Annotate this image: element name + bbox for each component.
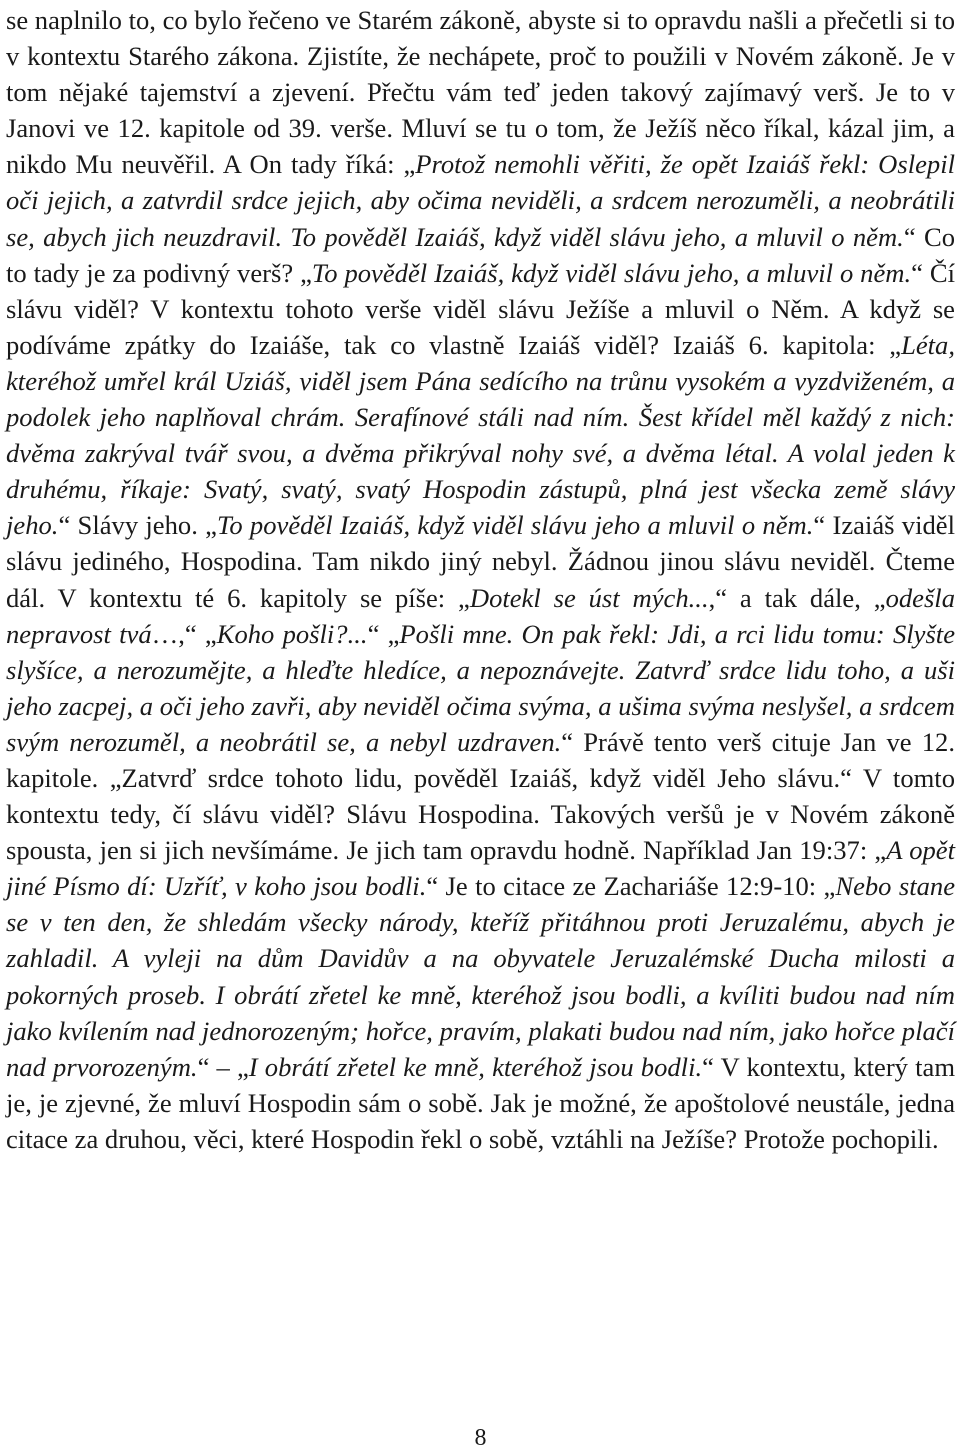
text-segment: “ – „ [197, 1051, 249, 1082]
italic-quote: I obrátí zřetel ke mně, kteréhož jsou bodli. [248, 1051, 703, 1082]
italic-quote: To pověděl Izaiáš, když viděl slávu jeho, a mluvil o něm. [311, 257, 912, 288]
text-segment: “ Izaiáš viděl slávu jediného, Hospodina. Tam nikdo jiný nebyl. Žádnou jinou slávu neviděl. Čteme dál. V kontextu té 6. kapitoly se píše: „ [6, 510, 955, 613]
italic-quote: Protož nemohli věřiti, že opět Izaiáš řekl: Oslepil oči jejich, a zatvrdil srdce jejich, aby očima neviděli, a srdcem nerozuměli, a neobrátili se, abych jich neuzdravil. To pověděl Izaiáš, když viděl slávu jeho, a mluvil o něm. [6, 149, 956, 252]
body-paragraph [6, 0, 955, 1157]
italic-quote: odešla nepravost tvá [6, 582, 955, 649]
italic-quote: Koho pošli?... [216, 618, 368, 649]
italic-quote: Léta, kteréhož umřel král Uziáš, viděl jsem Pána sedícího na trůnu vysokém a vyzdviženém, a podolek jeho naplňoval chrám. Serafínové stáli nad ním. Šest křídel měl každý z nich: dvěma zakrýval tvář svou, a dvěma přikrýval nohy své, a dvěma létal. A volal jeden k druhému, říkaje: Svatý, svatý, svatý Hospodin zástupů, plná jest všecka země slávy jeho. [6, 329, 955, 541]
text-segment: “ Právě tento verš cituje Jan ve 12. kapitole. „Zatvrď srdce tohoto lidu, pověděl Izaiáš, když viděl Jeho slávu.“ V tomto kontextu tedy, čí slávu viděl? Slávu Hospodina. Takových veršů je v Novém zákoně spousta, jen si jich nevšímáme. Je jich tam opravdu hodně. Například Jan 19:37: „ [6, 726, 955, 866]
italic-quote: To pověděl Izaiáš, když viděl slávu jeho a mluvil o něm. [216, 510, 814, 541]
text-segment: “ Je to citace ze Zachariáše 12:9-10: „ [426, 871, 836, 902]
italic-quote: A opět jiné Písmo dí: Uzříť, v koho jsou bodli. [6, 835, 955, 902]
italic-quote: Nebo stane se v ten den, že shledám všecky národy, kteříž přitáhnou proti Jeruzalému, abych je zahladil. A vyleji na dům Davidův a na obyvatele Jeruzalémské Ducha milosti a pokorných proseb. I obrátí zřetel ke mně, kteréhož jsou bodli, a kvíliti budou nad ním jako kvílením nad jednorozeným; hořce, pravím, plakati budou nad ním, jako hořce plačí nad prvorozeným. [6, 871, 955, 1082]
text-segment: …,“ „ [151, 618, 217, 649]
text-segment: “ Slávy jeho. „ [58, 510, 217, 541]
text-segment: ,“ a tak dále, „ [708, 582, 886, 613]
text-segment: se naplnilo to, co bylo řečeno ve Starém zákoně, abyste si to opravdu našli a přečetli si to v kontextu Starého zákona. Zjistíte, že nechápete, proč to použili v Novém zákoně. Je v tom nějaké tajemství a zjevení. Přečtu vám teď jeden takový zajímavý verš. Je to v Janovi ve 12. kapitole od 39. verše. Mluví se tu o tom, že Ježíš něco říkal, kázal jim, a nikdo Mu neuvěřil. A On tady říká: „ [6, 5, 955, 180]
text-segment: “ „ [367, 618, 400, 649]
italic-quote: Dotekl se úst mých... [469, 582, 709, 613]
document-page [6, 0, 955, 1452]
italic-quote: Pošli mne. On pak řekl: Jdi, a rci lidu tomu: Slyšte slyšíce, a nerozumějte, a hleďte hledíce, a nepoznávejte. Zatvrď srdce lidu toho, a uši jeho zacpej, a oči jeho zavři, aby neviděl očima svýma, a ušima svýma neslyšel, a srdcem svým nerozuměl, a neobrátil se, a nebyl uzdraven. [6, 618, 955, 757]
text-segment: “ Co to tady je za podivný verš? „ [6, 221, 956, 288]
page-number: 8 [474, 1425, 487, 1451]
text-segment: “ Čí slávu viděl? V kontextu tohoto verše viděl slávu Ježíše a mluvil o Něm. A když se podíváme zpátky do Izaiáše, tak co vlastně Izaiáš viděl? Izaiáš 6. kapitola: „ [6, 257, 955, 360]
text-segment: “ V kontextu, který tam je, je zjevné, že mluví Hospodin sám o sobě. Jak je možné, že apoštolové neustále, jedna citace za druhou, věci, které Hospodin řekl o sobě, vztáhli na Ježíše? Protože pochopili. [6, 1051, 956, 1154]
